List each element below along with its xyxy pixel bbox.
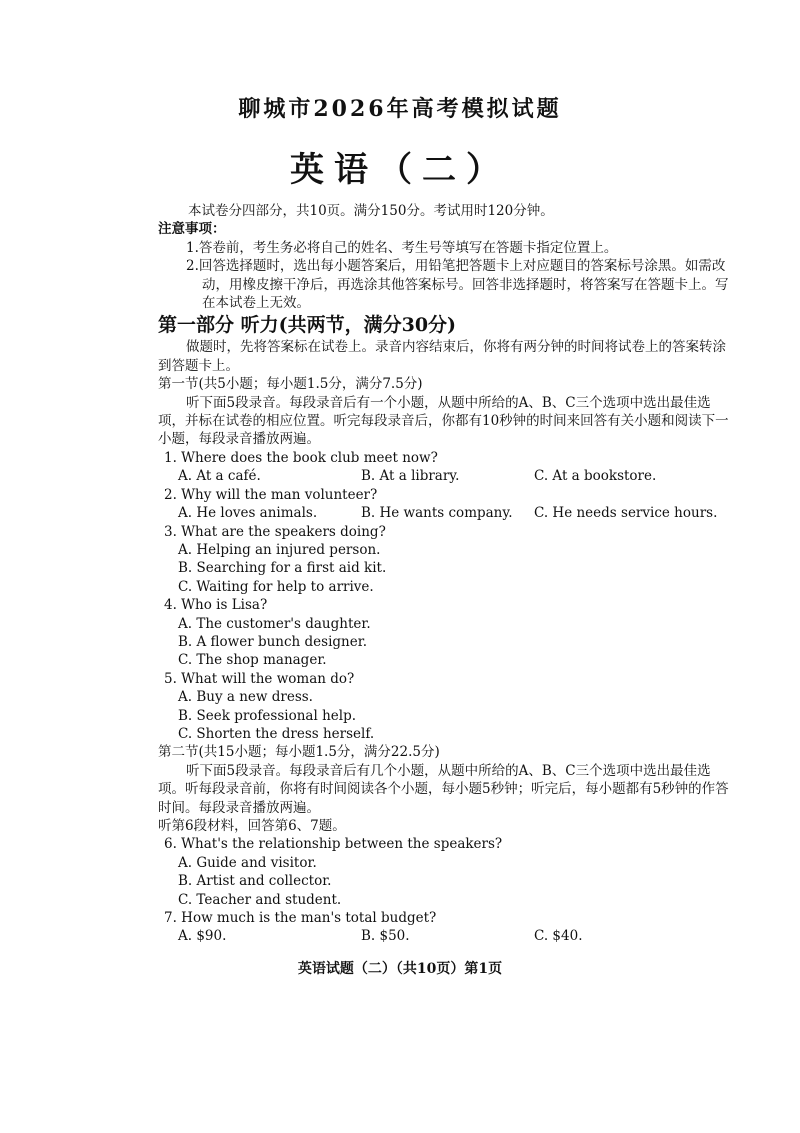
part1-title: 第一部分 听力(共两节，满分30分) bbox=[158, 314, 457, 337]
notice-item: 1.答卷前，考生务必将自己的姓名、考生号等填写在答题卡指定位置上。 bbox=[186, 239, 618, 256]
option-a: A. Guide and visitor. bbox=[178, 854, 317, 871]
option-b: B. Searching for a first aid kit. bbox=[178, 560, 387, 577]
question-stem: 5. What will the woman do? bbox=[164, 670, 355, 687]
option-a: A. At a café. bbox=[178, 468, 261, 485]
page-footer: 英语试题（二）（共10页）第1页 bbox=[297, 961, 503, 977]
question-stem: 2. Why will the man volunteer? bbox=[164, 486, 378, 503]
option-row bbox=[158, 467, 730, 485]
option-c: C. At a bookstore. bbox=[534, 468, 657, 485]
option-b: B. A flower bunch designer. bbox=[178, 633, 368, 650]
section1-instruction: 听下面5段录音。每段录音后有一个小题，从题中所给的A、B、C三个选项中选出最佳选项，并标在试卷的相应位置。听完每段录音后，你都有10秒钟的时间来回答有关小题和阅读下一小题，每段录音播放两遍。 bbox=[158, 394, 729, 448]
option-a: A. Helping an injured person. bbox=[178, 541, 381, 558]
option-c: C. He needs service hours. bbox=[534, 505, 718, 522]
option-row bbox=[158, 504, 730, 522]
option-b: B. He wants company. bbox=[361, 505, 513, 522]
option-c: C. Waiting for help to arrive. bbox=[178, 578, 374, 595]
question-stem: 6. What's the relationship between the speakers? bbox=[164, 836, 503, 853]
question-stem: 3. What are the speakers doing? bbox=[164, 523, 386, 540]
question-stem: 4. Who is Lisa? bbox=[164, 597, 268, 614]
intro-text: 本试卷分四部分，共10页。满分150分。考试用时120分钟。 bbox=[188, 203, 554, 219]
option-a: A. He loves animals. bbox=[178, 505, 318, 522]
notice-heading: 注意事项： bbox=[158, 221, 226, 238]
material-title: 听第6段材料，回答第6、7题。 bbox=[158, 818, 346, 834]
section2-instruction: 听下面5段录音。每段录音后有几个小题，从题中所给的A、B、C三个选项中选出最佳选项。听每段录音前，你将有时间阅读各个小题，每小题5秒钟；听完后，每小题都有5秒钟的作答时间。每段录音播放两遍。 bbox=[158, 762, 729, 816]
option-row bbox=[158, 927, 730, 945]
question-stem: 7. How much is the man's total budget? bbox=[164, 910, 437, 927]
section1-title: 第一节(共5小题；每小题1.5分，满分7.5分) bbox=[158, 376, 423, 393]
exam-content bbox=[158, 202, 730, 946]
option-b: B. Seek professional help. bbox=[178, 707, 356, 724]
option-b: B. $50. bbox=[361, 928, 410, 945]
option-a: A. Buy a new dress. bbox=[178, 689, 313, 706]
option-a: A. The customer's daughter. bbox=[178, 615, 371, 632]
exam-title: 聊城市2026年高考模拟试题 bbox=[238, 96, 562, 122]
option-b: B. Artist and collector. bbox=[178, 873, 332, 890]
question-stem: 1. Where does the book club meet now? bbox=[164, 449, 438, 466]
part1-instruction: 做题时，先将答案标在试卷上。录音内容结束后，你将有两分钟的时间将试卷上的答案转涂到答题卡上。 bbox=[158, 339, 726, 374]
option-c: C. Shorten the dress herself. bbox=[178, 725, 375, 742]
option-a: A. $90. bbox=[178, 928, 227, 945]
section2-title: 第二节(共15小题；每小题1.5分，满分22.5分) bbox=[158, 744, 440, 761]
option-b: B. At a library. bbox=[361, 468, 460, 485]
option-c: C. $40. bbox=[534, 928, 583, 945]
subject-title: 英语（二） bbox=[290, 150, 510, 190]
notice-item: 2.回答选择题时，选出每小题答案后，用铅笔把答题卡上对应题目的答案标号涂黑。如需改动，用橡皮擦干净后，再选涂其他答案标号。回答非选择题时，将答案写在答题卡上。写在本试卷上无效。 bbox=[186, 258, 729, 312]
option-c: C. Teacher and student. bbox=[178, 891, 342, 908]
option-c: C. The shop manager. bbox=[178, 652, 327, 669]
